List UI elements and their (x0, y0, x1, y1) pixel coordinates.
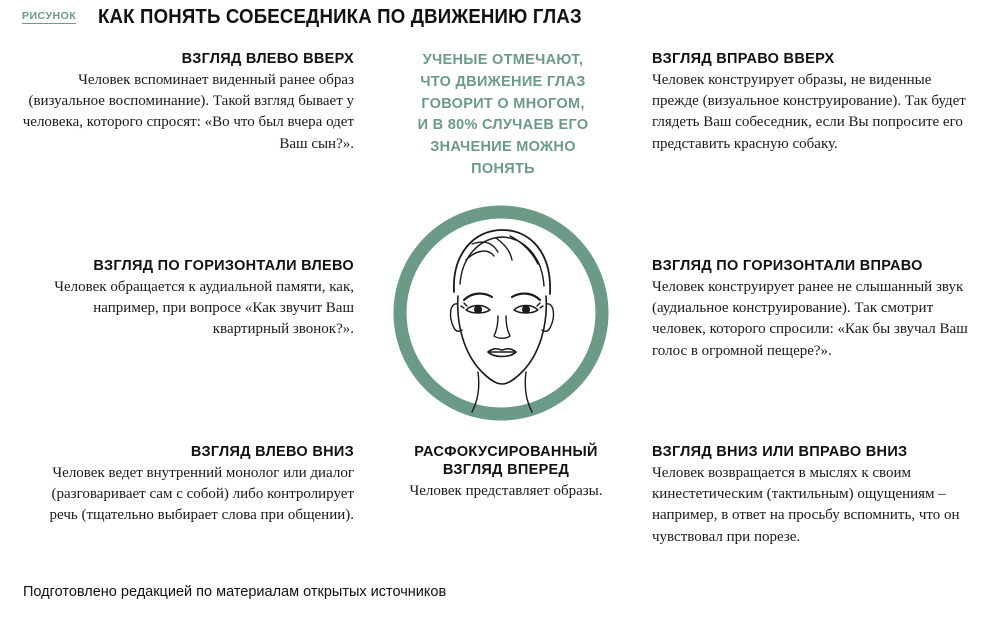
quote-line: ГОВОРИТ О МНОГОМ, (421, 95, 585, 112)
block-right-down (652, 444, 974, 548)
block-heading: ВЗГЛЯД ВПРАВО ВВЕРХ (652, 51, 835, 67)
woman-face-icon (392, 204, 610, 422)
quote-callout (396, 50, 610, 181)
block-text: Человек ведет внутренний монолог или диалог (разговаривает сам с собой) либо контролирует речь (тщательно выбирает слова при общении). (49, 465, 354, 524)
quote-line: ЧТО ДВИЖЕНИЕ ГЛАЗ (420, 73, 586, 90)
block-left-horizontal (22, 258, 354, 341)
block-heading-line: РАСФОКУСИРОВАННЫЙ (414, 444, 598, 460)
source-note: Подготовлено редакцией по материалам открытых источников (23, 584, 447, 600)
block-heading: ВЗГЛЯД ПО ГОРИЗОНТАЛИ ВЛЕВО (93, 258, 354, 274)
block-text: Человек обращается к аудиальной памяти, как, например, при вопросе «Как звучит Ваш квартирный звонок?». (54, 279, 354, 338)
block-text: Человек возвращается в мыслях к своим кинестетическим (тактильным) ощущениям – например, в ответ на просьбу вспомнить, что он чувствовал при порезе. (652, 465, 960, 545)
block-text: Человек представляет образы. (409, 483, 603, 499)
quote-line: УЧЕНЫЕ ОТМЕЧАЮТ, (422, 52, 584, 68)
block-heading-line: ВЗГЛЯД ВПЕРЕД (442, 462, 570, 478)
figure-tag: РИСУНОК (22, 10, 77, 22)
page-title: КАК ПОНЯТЬ СОБЕСЕДНИКА ПО ДВИЖЕНИЮ ГЛАЗ (98, 6, 582, 28)
block-text: Человек вспоминает виденный ранее образ (визуальное воспоминание). Такой взгляд бывает у человека, которого спросят: «Во что был вчера одет Ваш сын?». (22, 72, 354, 152)
block-text: Человек конструирует ранее не слышанный звук (аудиальное конструирование). Так смотрит человек, которого спросили: «Как бы звучал Ваш голос в огромной пещере?». (652, 279, 968, 359)
quote-line: ПОНЯТЬ (471, 160, 535, 177)
block-heading: ВЗГЛЯД ВЛЕВО ВВЕРХ (181, 51, 354, 67)
block-left-down (22, 444, 354, 527)
block-left-up (22, 51, 354, 155)
block-text: Человек конструирует образы, не виденные прежде (визуальное конструирование). Так будет глядеть Ваш собеседник, если Вы попросите его представить красную собаку. (652, 72, 966, 152)
article-header (22, 6, 972, 34)
quote-line: И В 80% СЛУЧАЕВ ЕГО (417, 117, 589, 134)
face-drawing (451, 230, 554, 412)
block-heading: ВЗГЛЯД ВЛЕВО ВНИЗ (190, 444, 354, 460)
block-right-horizontal (652, 258, 982, 362)
block-center-down (380, 444, 632, 502)
block-heading: ВЗГЛЯД ВНИЗ ИЛИ ВПРАВО ВНИЗ (652, 444, 908, 460)
block-right-up (652, 51, 977, 155)
block-heading: ВЗГЛЯД ПО ГОРИЗОНТАЛИ ВПРАВО (652, 258, 923, 274)
quote-line: ЗНАЧЕНИЕ МОЖНО (430, 139, 576, 156)
